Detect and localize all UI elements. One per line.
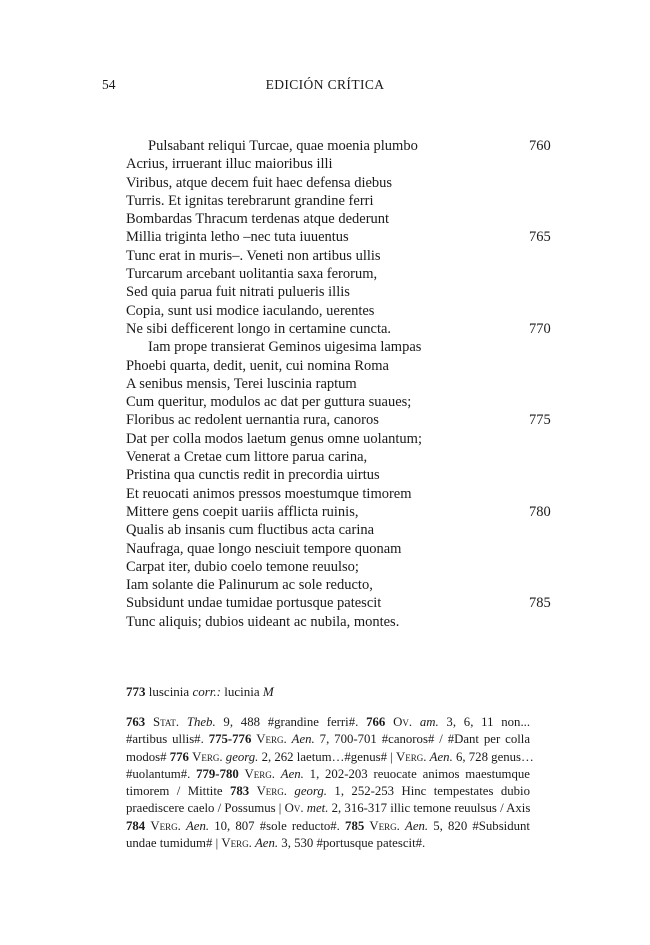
source-text (179, 715, 187, 729)
source-text: 6, 728 genus… (452, 749, 534, 764)
verse-text: Sed quia parua fuit nitrati pulueris illis (126, 284, 350, 301)
source-text (412, 715, 420, 729)
line-number: 775 (529, 412, 551, 429)
source-ref-number: 783 (229, 784, 250, 799)
source-ref-number: 785 (345, 818, 365, 833)
work-title: Aen. (405, 818, 429, 833)
verse-line (126, 393, 556, 411)
verse-text: Naufraga, quae longo nesciuit tempore quonam (126, 540, 402, 557)
line-number: 770 (529, 320, 551, 337)
verse-line (126, 448, 556, 466)
apparatus-note: corr.: (192, 684, 221, 699)
source-line (126, 766, 530, 783)
verse-text: Phoebi quarta, dedit, uenit, cui nomina Roma (126, 357, 389, 374)
work-title: Aen. (280, 766, 304, 781)
work-title: Aen. (429, 749, 453, 764)
source-text: timorem / Mittite (126, 784, 230, 799)
source-text: 7, 700-701 #canoros# / #Dant per colla (314, 732, 531, 747)
verse-line (126, 247, 556, 265)
verse-text: Mittere gens coepit uariis afflicta ruinis, (126, 503, 359, 520)
source-text: 10, 807 #sole reducto#. (209, 818, 346, 833)
apparatus-lemma: luscinia (148, 684, 190, 699)
verse-text: Carpat iter, dubio coelo temone reuulso; (126, 558, 359, 575)
verse-line (126, 228, 556, 246)
page-number: 54 (102, 77, 116, 92)
verse-text: Turris. Et ignitas terebrarunt grandine ferri (126, 192, 374, 209)
source-line (126, 783, 530, 800)
verse-text: Bombardas Thracum terdenas atque dederunt (126, 211, 390, 228)
verse-line (126, 613, 556, 631)
source-text (385, 715, 393, 729)
verse-text: Et reuocati animos pressos moestumque timorem (126, 485, 412, 502)
source-ref-number: 784 (126, 818, 146, 833)
verse-text: A senibus mensis, Terei luscinia raptum (126, 375, 357, 392)
source-text: praediscere caelo / Possumus | (126, 801, 285, 816)
source-ref-number: 763 (126, 715, 146, 729)
verse-text: Pulsabant reliqui Turcae, quae moenia plumbo (148, 138, 418, 154)
work-title: georg. (225, 749, 259, 764)
apparatus-siglum: M (262, 684, 274, 699)
author-abbrev: Verg. (150, 818, 181, 833)
author-abbrev: Verg. (369, 818, 400, 833)
verse-text: Copia, sunt usi modice iaculando, uerentes (126, 302, 375, 319)
author-abbrev: Verg. (244, 766, 275, 781)
page-header (0, 77, 650, 95)
source-text (249, 784, 256, 798)
author-abbrev: Verg. (256, 784, 288, 799)
source-ref-number: 775-776 (208, 732, 252, 747)
work-title: met. (306, 801, 329, 816)
source-text: 3, 530 #portusque patescit#. (278, 836, 426, 851)
verse-line (126, 485, 556, 503)
line-number: 780 (529, 503, 551, 520)
verse-text: Qualis ab insanis cum fluctibus acta carina (126, 522, 375, 539)
source-text (145, 715, 153, 729)
verse-text: Viribus, atque decem fuit haec defensa diebus (126, 174, 393, 191)
verse-text: Ne sibi defficerent longo in certamine cuncta. (126, 320, 392, 337)
source-line (126, 800, 530, 817)
verse-text: Iam prope transierat Geminos uigesima lampas (148, 339, 422, 356)
verse-line (126, 338, 556, 356)
verse-line (126, 192, 556, 210)
source-text: 1, 252-253 Hinc tempestates dubio (327, 784, 530, 799)
verse-text: Floribus ac redolent uernantia rura, canoros (126, 412, 379, 429)
work-title: georg. (294, 784, 328, 799)
author-abbrev: Verg. (396, 749, 427, 764)
source-text: 9, 488 #grandine ferri#. (215, 715, 367, 729)
line-number: 765 (529, 229, 551, 246)
verse-text: Venerat a Cretae cum littore parua carina, (126, 449, 368, 466)
verse-line (126, 576, 556, 594)
verse-line (126, 375, 556, 393)
verse-line (126, 137, 556, 155)
verse-line (126, 283, 556, 301)
verse-text: Tunc erat in muris–. Veneti non artibus ullis (126, 247, 381, 264)
author-abbrev: Verg. (192, 749, 223, 764)
author-abbrev: Verg. (256, 732, 287, 747)
source-text: undae tumidum# | (126, 836, 222, 851)
author-abbrev: Ov. (393, 715, 413, 729)
source-ref-number: 779-780 (196, 766, 239, 781)
source-text: 5, 820 #Subsidunt (428, 818, 530, 833)
apparatus-reading: lucinia (224, 684, 260, 699)
critical-apparatus (126, 684, 274, 700)
verse-line (126, 320, 556, 338)
verse-text: Iam solante die Palinurum ac sole reducto, (126, 577, 373, 594)
source-line (126, 714, 530, 731)
source-text: modos# (126, 749, 170, 764)
verse-line (126, 430, 556, 448)
verse-text: Acrius, irruerant illuc maioribus illi (126, 156, 333, 173)
verse-line (126, 466, 556, 484)
verse-line (126, 357, 556, 375)
work-title: Theb. (186, 715, 216, 729)
apparatus-line-number: 773 (126, 684, 146, 699)
verse-text: Cum queritur, modulos ac dat per guttura suaues; (126, 394, 412, 411)
source-line (126, 835, 530, 852)
author-abbrev: Verg. (221, 836, 252, 851)
source-text: #artibus ullis#. (126, 732, 209, 747)
source-ref-number: 766 (366, 715, 386, 729)
running-title: EDICIÓN CRÍTICA (265, 77, 385, 92)
verse-text: Subsidunt undae tumidae portusque patescit (126, 595, 382, 612)
poem-text (126, 137, 556, 631)
source-text: 1, 202-203 reuocate animos maestumque (303, 766, 530, 781)
verse-text: Dat per colla modos laetum genus omne uolantum; (126, 430, 422, 447)
verse-line (126, 594, 556, 612)
line-number: 760 (529, 138, 551, 154)
verse-line (126, 265, 556, 283)
verse-text: Tunc aliquis; dubios uideant ac nubila, montes. (126, 613, 400, 630)
verse-text: Turcarum arcebant uolitantia saxa ferorum, (126, 266, 378, 283)
source-text: 2, 262 laetum…#genus# | (258, 749, 397, 764)
verse-line (126, 540, 556, 558)
source-text: 3, 6, 11 non... (438, 715, 531, 729)
verse-text: Millia triginta letho –nec tuta iuuentus (126, 229, 349, 246)
verse-line (126, 174, 556, 192)
author-abbrev: Stat. (152, 715, 180, 729)
source-line (126, 749, 534, 766)
verse-line (126, 521, 556, 539)
sources-apparatus (126, 714, 534, 852)
verse-line (126, 155, 556, 173)
source-line (126, 731, 530, 748)
verse-line (126, 411, 556, 429)
work-title: Aen. (291, 732, 315, 747)
source-line (126, 818, 530, 835)
verse-line (126, 558, 556, 576)
source-text: #uolantum#. (126, 766, 197, 781)
source-text: 2, 316-317 illic temone reuulsus / Axis (328, 801, 531, 816)
line-number: 785 (529, 595, 551, 612)
work-title: am. (419, 715, 439, 729)
source-ref-number: 776 (169, 749, 189, 764)
verse-line (126, 210, 556, 228)
verse-line (126, 503, 556, 521)
verse-line (126, 302, 556, 320)
work-title: Aen. (185, 818, 210, 833)
author-abbrev: Ov. (284, 801, 304, 816)
verse-text: Pristina qua cunctis redit in precordia uirtus (126, 467, 380, 484)
work-title: Aen. (254, 836, 279, 851)
